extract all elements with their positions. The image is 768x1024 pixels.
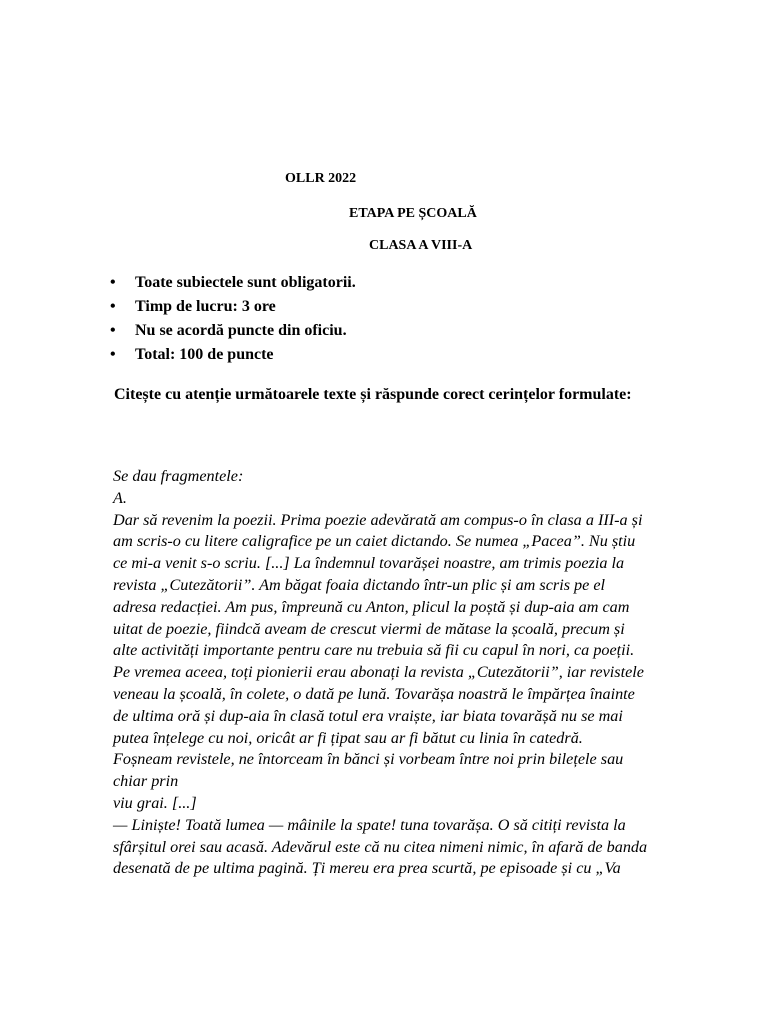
passage-line: revista „Cutezătorii”. Am băgat foaia dictando într-un plic și am scris pe el [113, 575, 606, 594]
passage-line: uitat de poezie, fiindcă aveam de crescut viermi de mătase la școală, precum și [113, 619, 625, 638]
rule-text: Toate subiectele sunt obligatorii. [135, 274, 356, 291]
exam-rules-list [110, 271, 356, 367]
rule-item [110, 319, 356, 343]
passage-section-label: A. [113, 488, 127, 507]
rule-text: Nu se acordă puncte din oficiu. [135, 322, 347, 339]
passage-line: adresa redacției. Am pus, împreună cu Anton, plicul la poștă și dup-aia am cam [113, 597, 630, 616]
bullet-icon: • [110, 274, 116, 291]
passage-line: alte activități importante pentru care nu trebuia să fii cu capul în nori, ca poeții. [113, 641, 635, 660]
rule-text: Timp de lucru: 3 ore [135, 298, 276, 315]
literary-passage [113, 466, 713, 880]
bullet-icon: • [110, 346, 116, 363]
passage-line: — Liniște! Toată lumea — mâinile la spate! tuna tovarășa. O să citiți revista la [113, 815, 626, 834]
bullet-icon: • [110, 298, 116, 315]
passage-line: am scris-o cu litere caligrafice pe un caiet dictando. Se numea „Pacea”. Nu știu [113, 532, 636, 551]
passage-line: Dar să revenim la poezii. Prima poezie adevărată am compus-o în clasa a III-a și [113, 510, 643, 529]
passage-line: ce mi-a venit s-o scriu. [...] La îndemnul tovarășei noastre, am trimis poezia la [113, 554, 625, 573]
passage-line: viu grai. [...] [113, 793, 197, 812]
rule-item [110, 295, 356, 319]
passage-line: de ultima oră și dup-aia în clasă totul era vraiște, iar biata tovarășă nu se mai [113, 706, 623, 725]
rule-item [110, 343, 356, 367]
passage-line: chiar prin [113, 772, 179, 791]
rule-item [110, 271, 356, 295]
grade-title: CLASA A VIII-A [369, 238, 473, 253]
instruction-text: Citește cu atenție următoarele texte și răspunde corect cerințelor formulate: [114, 386, 632, 403]
passage-line: veneau la școală, în colete, o dată pe lună. Tovarășa noastră le împărțea înainte [113, 684, 635, 703]
passage-line: putea înțelege cu noi, oricât ar fi țipat sau ar fi bătut cu linia în catedră. [113, 728, 583, 747]
bullet-icon: • [110, 322, 116, 339]
passage-line: Pe vremea aceea, toți pionierii erau abonați la revista „Cutezătorii”, iar revistele [113, 663, 644, 682]
passage-line: Foșneam revistele, ne întorceam în bănci și vorbeam între noi prin bilețele sau [113, 750, 624, 769]
passage-intro: Se dau fragmentele: [113, 467, 244, 485]
passage-line: sfârșitul orei sau acasă. Adevărul este că nu citea nimeni nimic, în afară de banda [113, 837, 648, 856]
rule-text: Total: 100 de puncte [135, 346, 274, 363]
passage-line: desenată de pe ultima pagină. Ți mereu era prea scurtă, pe episoade și cu „Va [113, 859, 621, 878]
stage-title: ETAPA PE ȘCOALĂ [349, 206, 477, 221]
olympiad-title: OLLR 2022 [285, 171, 357, 186]
